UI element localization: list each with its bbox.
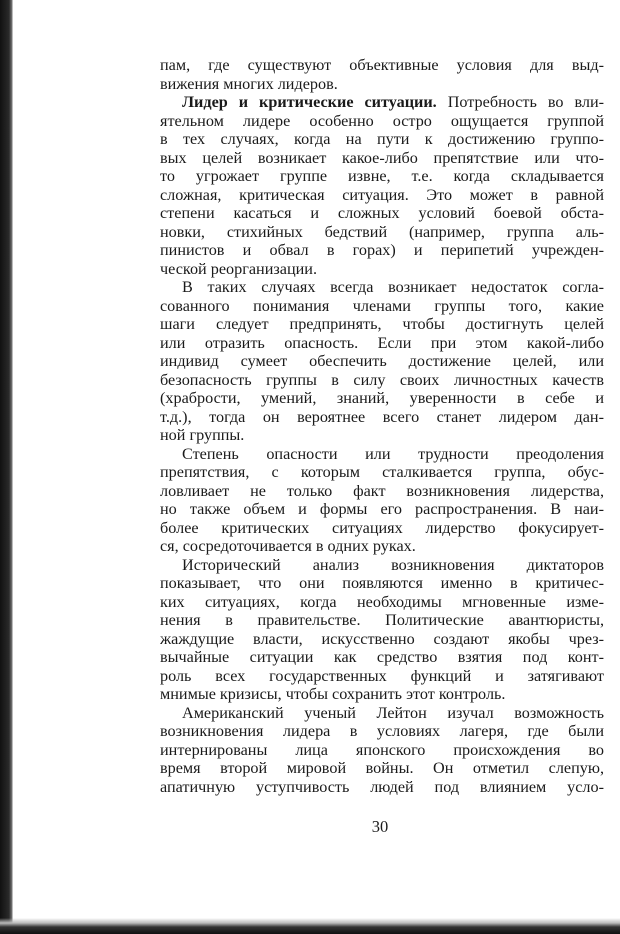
text-line: нения в правительстве. Политические авантюристы, bbox=[160, 611, 604, 629]
text-line: степени касаться и сложных условий боевой обста- bbox=[160, 204, 604, 222]
text-line: Исторический анализ возникновения диктаторов bbox=[182, 555, 604, 574]
text-line: мнимые кризисы, чтобы сохранить этот контроль. bbox=[160, 685, 506, 703]
text-line: вижения многих лидеров. bbox=[160, 74, 338, 93]
text-line: жаждущие власти, искусственно создают якобы чрез- bbox=[160, 629, 604, 648]
page-body-text bbox=[160, 56, 604, 796]
text-line: вычайные ситуации как средство взятия под конт- bbox=[160, 648, 604, 666]
text-line: пам, где существуют объективные условия для выд- bbox=[160, 56, 604, 74]
text-line: Американский ученый Лейтон изучал возможность bbox=[182, 703, 604, 722]
text-line: ся, сосредоточивается в одних руках. bbox=[160, 537, 416, 555]
text-line: т.д.), тогда он вероятнее всего станет лидером дан- bbox=[160, 407, 604, 426]
text-line: новки, стихийных бедствий (например, группа аль- bbox=[160, 222, 604, 241]
text-line bbox=[160, 93, 604, 112]
text-line: безопасность группы в силу своих личностных качеств bbox=[160, 370, 604, 389]
text-line: ческой реорганизации. bbox=[160, 259, 317, 278]
text-line: время второй мировой войны. Он отметил слепую, bbox=[160, 759, 604, 777]
text-line: возникновения лидера в условиях лагеря, где были bbox=[160, 722, 604, 740]
text-line: сложная, критическая ситуация. Это может в равной bbox=[160, 185, 604, 204]
text-line: то угрожает группе извне, т.е. когда складывается bbox=[160, 167, 604, 185]
text-line: показывает, что они появляются именно в критичес- bbox=[160, 574, 604, 592]
scan-binding-shadow bbox=[0, 0, 13, 934]
text-line: пинистов и обвал в горах) и перипетий учрежден- bbox=[160, 241, 604, 259]
text-line: или отразить опасность. Если при этом какой-либо bbox=[160, 333, 604, 352]
text-line-fragment: Потребность во вли- bbox=[447, 93, 604, 111]
text-line: более критических ситуациях лидерство фокусирует- bbox=[160, 518, 604, 537]
text-line: ной группы. bbox=[160, 426, 245, 444]
text-line: интернированы лица японского происхождения во bbox=[160, 740, 604, 759]
scan-bottom-shadow bbox=[0, 918, 620, 934]
text-line: индивид сумеет обеспечить достижение целей, или bbox=[160, 352, 604, 370]
text-line: (храбрости, умений, знаний, уверенности в себе и bbox=[160, 389, 604, 407]
section-heading: Лидер и критические ситуации. bbox=[182, 93, 437, 111]
text-line: сованного понимания членами группы того, какие bbox=[160, 296, 604, 315]
text-line: шаги следует предпринять, чтобы достигнуть целей bbox=[160, 315, 604, 333]
text-line: но также объем и формы его распространения. В наи- bbox=[160, 500, 604, 518]
text-line: ятельном лидере особенно остро ощущается группой bbox=[160, 111, 604, 130]
text-line: ких ситуациях, когда необходимы мгновенные изме- bbox=[160, 592, 604, 611]
text-line: Степень опасности или трудности преодоления bbox=[182, 444, 604, 463]
text-line: вых целей возникает какое-либо препятствие или что- bbox=[160, 148, 604, 167]
text-line: роль всех государственных функций и затягивают bbox=[160, 666, 604, 685]
page-number: 30 bbox=[371, 817, 389, 836]
text-line: препятствия, с которым сталкивается группа, обус- bbox=[160, 463, 604, 481]
text-line: в тех случаях, когда на пути к достижению группо- bbox=[160, 130, 604, 148]
text-line: апатичную уступчивость людей под влиянием усло- bbox=[160, 777, 604, 796]
text-line: ловливает не только факт возникновения лидерства, bbox=[160, 481, 604, 500]
text-line: В таких случаях всегда возникает недостаток согла- bbox=[182, 278, 604, 296]
